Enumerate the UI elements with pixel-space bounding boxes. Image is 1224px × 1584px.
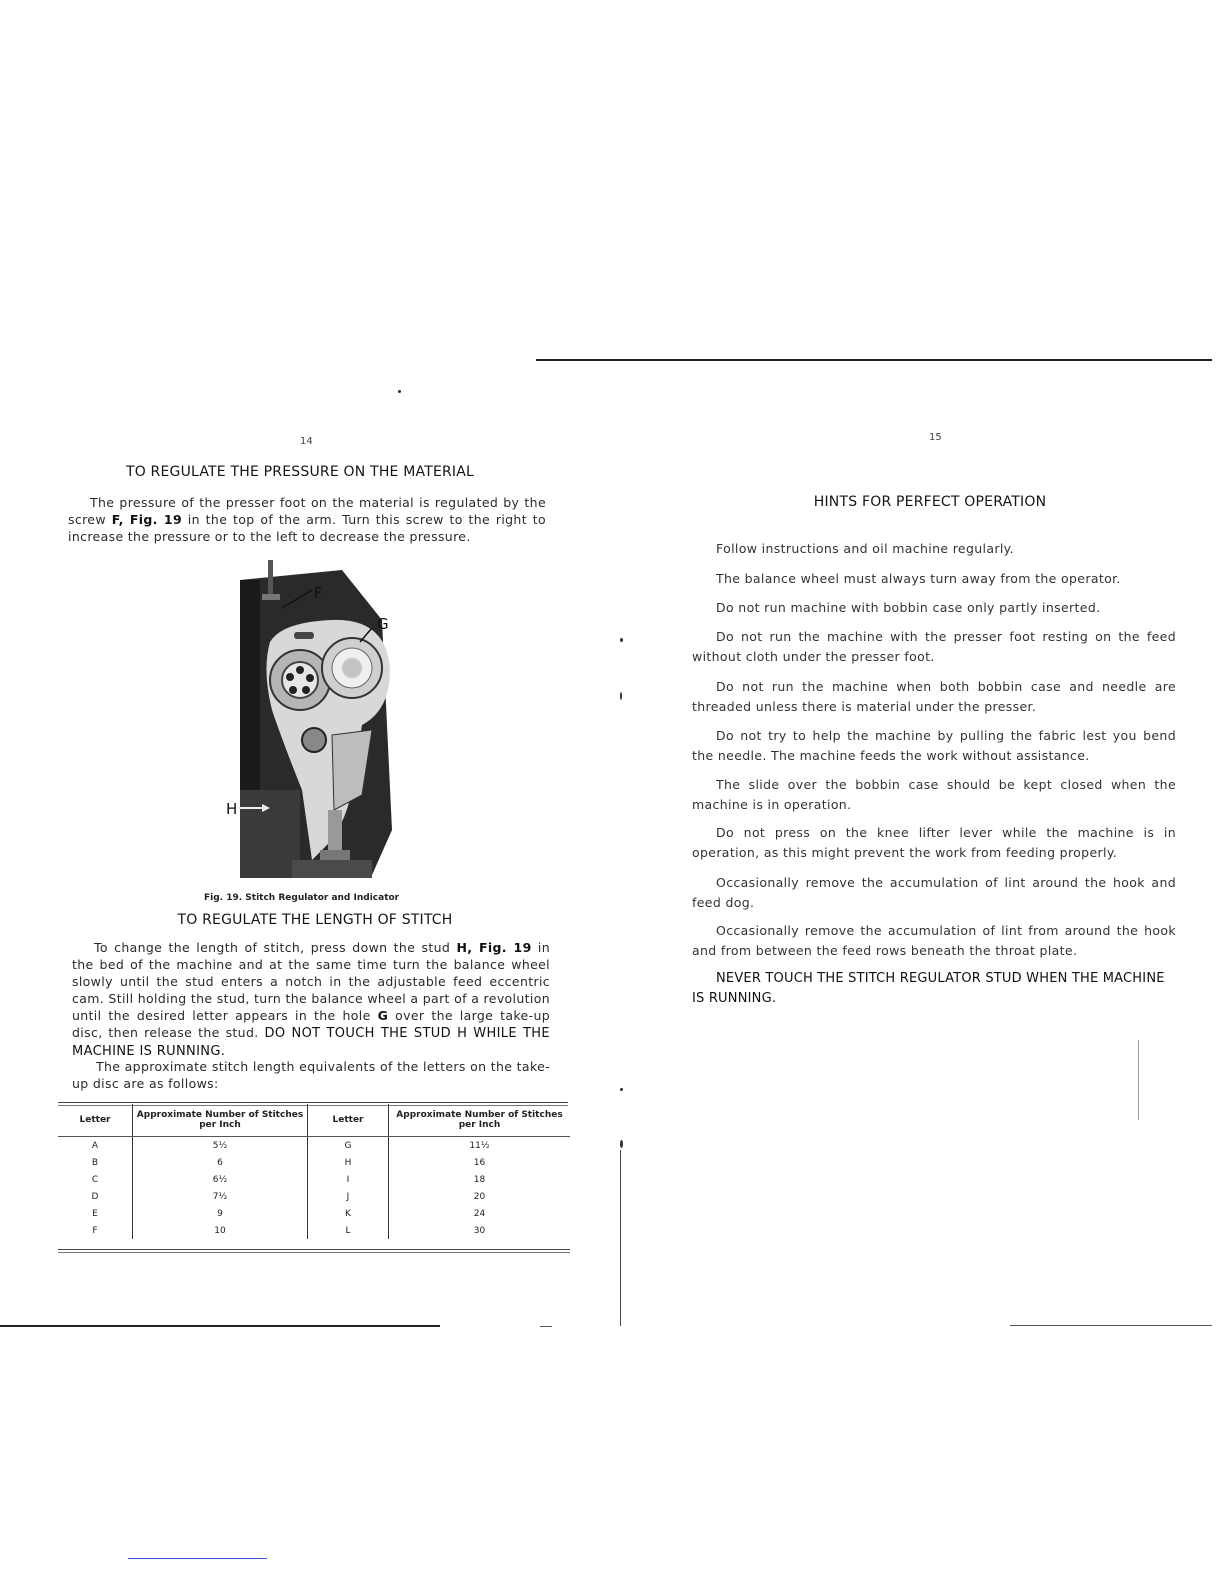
blue-underline — [128, 1558, 267, 1559]
figure-stitch-regulator — [222, 560, 402, 880]
bottom-rule-mid — [540, 1326, 552, 1327]
table-row: F 10 L 30 — [58, 1222, 570, 1239]
scan-speck — [620, 692, 622, 700]
section-title-stitch-length: TO REGULATE THE LENGTH OF STITCH — [177, 912, 453, 928]
table-header-row — [58, 1104, 570, 1137]
table-intro-paragraph: The approximate stitch length equivalents of the letters on the take-up disc are as follows: — [72, 1059, 550, 1091]
hints-title: HINTS FOR PERFECT OPERATION — [813, 494, 1047, 510]
hint-item: Occasionally remove the accumulation of lint around the hook and feed dog. — [692, 875, 1176, 910]
table-row: C 6½ I 18 — [58, 1171, 570, 1188]
scan-speck — [620, 638, 623, 642]
table-top-rule — [58, 1102, 568, 1103]
page-number-left: 14 — [300, 436, 313, 447]
top-rule — [536, 359, 1212, 361]
hint-item: Do not run machine with bobbin case only partly inserted. — [716, 600, 1101, 615]
scan-speck — [398, 390, 401, 393]
gutter-line — [620, 1150, 621, 1326]
hint-item: The slide over the bobbin case should be kept closed when the machine is in operation. — [692, 777, 1176, 812]
stitch-length-table — [58, 1104, 570, 1239]
hint-item: Follow instructions and oil machine regularly. — [716, 541, 1014, 556]
page-number-right: 15 — [929, 432, 942, 443]
col-letter-left: Letter — [58, 1104, 133, 1137]
bottom-rule-right — [1010, 1325, 1212, 1326]
hint-item: Do not try to help the machine by pulling the fabric lest you bend the needle. The machine feeds the work without assistance. — [692, 728, 1176, 763]
regulator-warning: NEVER TOUCH THE STITCH REGULATOR STUD WHEN THE MACHINE IS RUNNING. — [692, 971, 1165, 1006]
col-stitches-left: Approximate Number of Stitches per Inch — [133, 1104, 308, 1137]
col-letter-right: Letter — [308, 1104, 389, 1137]
table-row: A 5½ G 11½ — [58, 1137, 570, 1155]
table-row: E 9 K 24 — [58, 1205, 570, 1222]
scan-speck — [620, 1088, 623, 1091]
stud-warning: DO NOT TOUCH THE STUD H WHILE THE MACHINE IS RUNNING. — [72, 1026, 550, 1059]
scan-speck — [1138, 1040, 1139, 1120]
bottom-rule-left — [0, 1325, 440, 1327]
col-stitches-right: Approximate Number of Stitches per Inch — [389, 1104, 571, 1137]
table-row: B 6 H 16 — [58, 1154, 570, 1171]
stitch-length-paragraph: To change the length of stitch, press down the stud H, Fig. 19 in the bed of the machine and at the same time turn the balance wheel slowly until the stud enters a notch in the adjustable feed eccentric cam. Still holding the stud, turn the balance wheel a part of a revolution until the desired letter appears in the hole G over the large take-up disc, then release the stud. DO NOT TOUCH THE STUD H WHILE THE MACHINE IS RUNNING. — [72, 940, 551, 1059]
hint-item: Occasionally remove the accumulation of lint from around the hook and from between the feed rows beneath the throat plate. — [692, 923, 1176, 958]
hint-item: Do not run the machine with the presser foot resting on the feed without cloth under the presser foot. — [692, 629, 1176, 664]
table-row: D 7½ J 20 — [58, 1188, 570, 1205]
figure-label-g: G — [377, 615, 389, 633]
table-bottom-rule-2 — [58, 1252, 570, 1253]
hint-item: The balance wheel must always turn away from the operator. — [716, 571, 1121, 586]
stitch-regulator-photo — [222, 560, 402, 880]
figure-caption: Fig. 19. Stitch Regulator and Indicator — [204, 893, 400, 903]
pressure-paragraph: The pressure of the presser foot on the material is regulated by the screw F, Fig. 19 in the top of the arm. Turn this screw to the right to increase the pressure or to the left to decrease the pressure. — [68, 495, 546, 544]
hint-item: Do not run the machine when both bobbin case and needle are threaded unless there is material under the presser. — [692, 679, 1176, 714]
hint-item: Do not press on the knee lifter lever while the machine is in operation, as this might prevent the work from feeding properly. — [692, 825, 1176, 860]
section-title-pressure: TO REGULATE THE PRESSURE ON THE MATERIAL — [125, 464, 475, 480]
figure-label-h: H — [226, 800, 238, 818]
table-bottom-rule — [58, 1249, 570, 1250]
scan-speck — [620, 1140, 623, 1148]
figure-label-f: F — [314, 584, 323, 602]
